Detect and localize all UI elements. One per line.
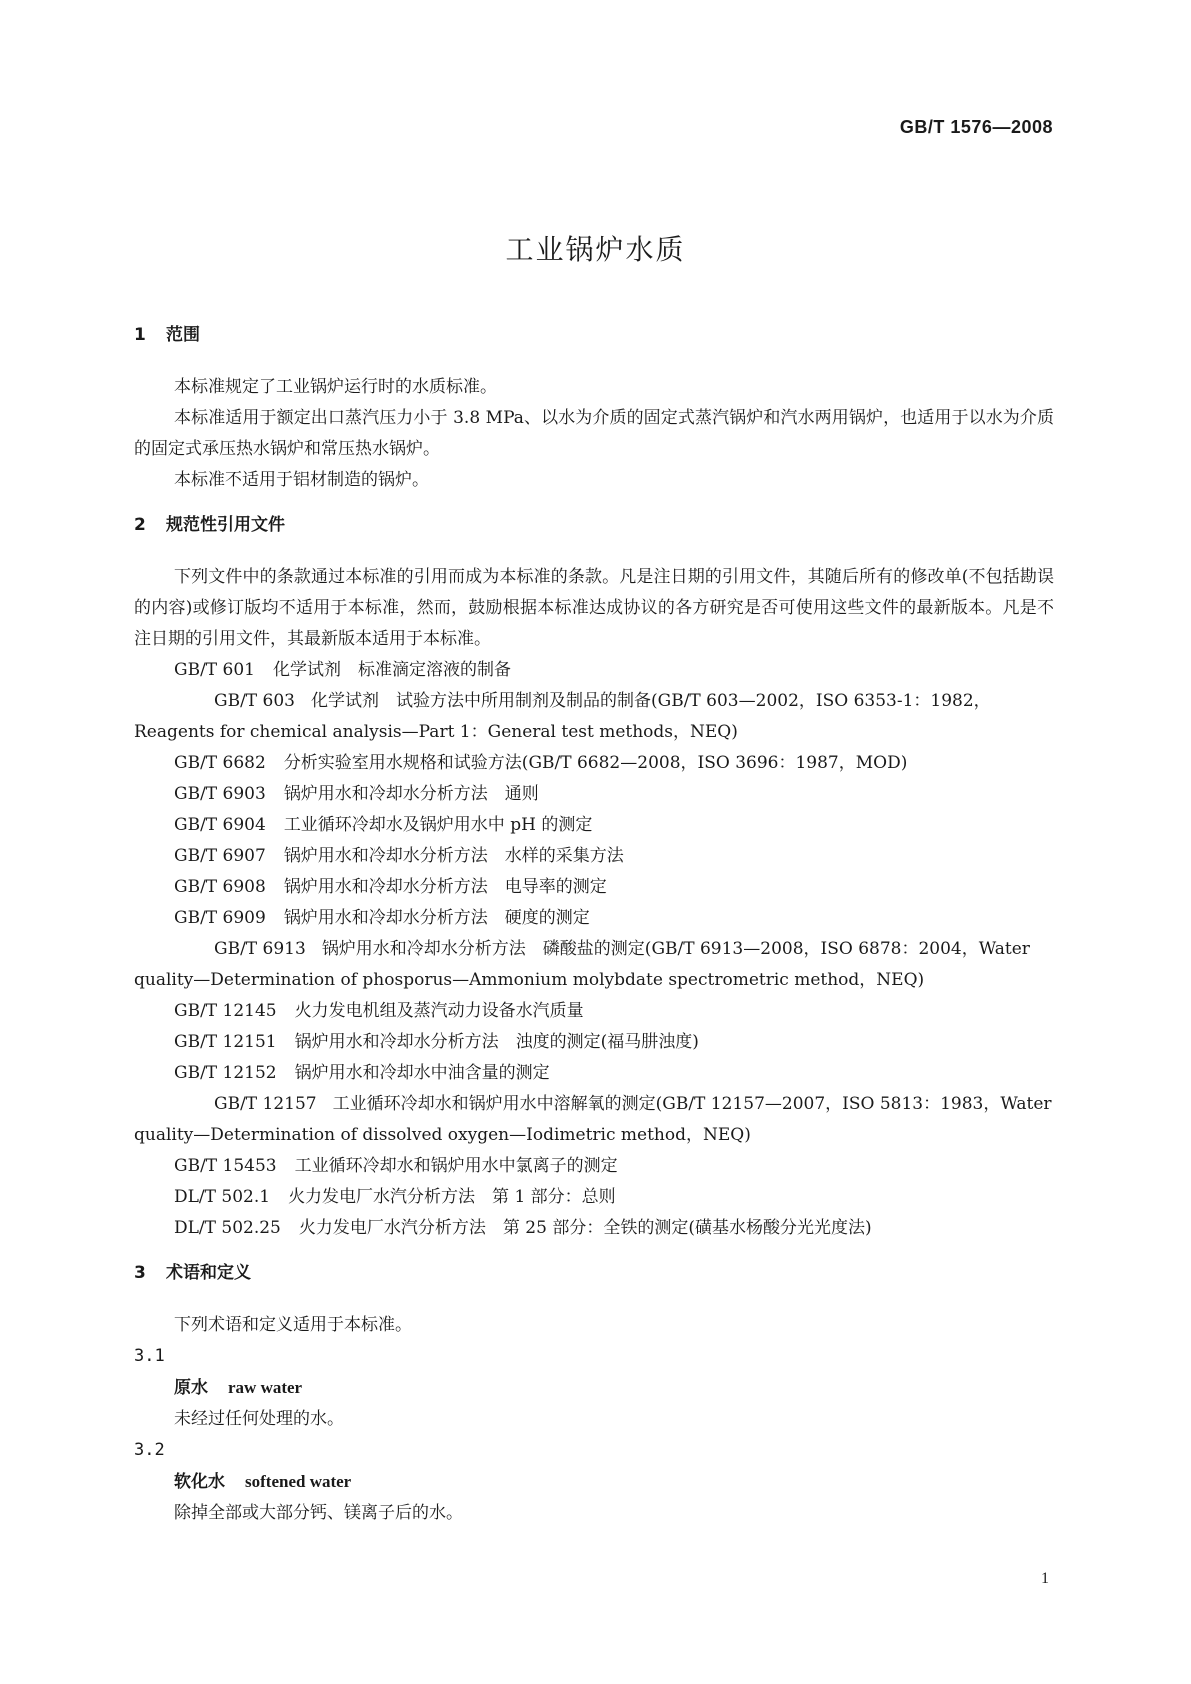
paragraph: 本标准适用于额定出口蒸汽压力小于 3.8 MPa、以水为介质的固定式蒸汽锅炉和汽水两用锅炉，也适用于以水为介质的固定式承压热水锅炉和常压热水锅炉。 bbox=[134, 408, 1054, 459]
reference-text: 化学试剂 试验方法中所用制剂及制品的制备(GB/T 603—2002，ISO 6353-1：1982，Reagents for chemical analysis—Part 1：General test methods，NEQ) bbox=[134, 691, 991, 742]
reference-item bbox=[134, 872, 1054, 903]
reference-code: GB/T 6907 bbox=[174, 846, 266, 866]
reference-text: 锅炉用水和冷却水分析方法 水样的采集方法 bbox=[283, 846, 624, 866]
reference-code: GB/T 12151 bbox=[174, 1032, 277, 1052]
paragraph: 下列术语和定义适用于本标准。 bbox=[174, 1315, 412, 1335]
page-number: 1 bbox=[1041, 1570, 1049, 1587]
reference-code: GB/T 12145 bbox=[174, 1001, 277, 1021]
reference-code: GB/T 12152 bbox=[174, 1063, 277, 1083]
reference-item bbox=[134, 841, 1054, 872]
reference-code: GB/T 6908 bbox=[174, 877, 266, 897]
reference-code: DL/T 502.1 bbox=[174, 1187, 271, 1207]
term-en: raw water bbox=[228, 1378, 303, 1397]
reference-item bbox=[134, 1182, 1054, 1213]
term-definition: 除掉全部或大部分钙、镁离子后的水。 bbox=[174, 1503, 463, 1523]
term-zh: 原水 bbox=[174, 1378, 208, 1398]
reference-item bbox=[134, 1213, 1054, 1244]
reference-text: 锅炉用水和冷却水分析方法 电导率的测定 bbox=[283, 877, 607, 897]
reference-text: 火力发电厂水汽分析方法 第 1 部分：总则 bbox=[288, 1187, 616, 1207]
section-number: 3 bbox=[134, 1263, 146, 1283]
reference-item bbox=[134, 748, 1054, 779]
term-zh: 软化水 bbox=[174, 1472, 225, 1492]
reference-item bbox=[134, 1058, 1054, 1089]
reference-item bbox=[134, 1027, 1054, 1058]
reference-code: GB/T 603 bbox=[214, 691, 295, 711]
section-heading-terms-definitions bbox=[134, 1258, 1054, 1288]
reference-text: 锅炉用水和冷却水中油含量的测定 bbox=[294, 1063, 550, 1083]
section-title: 规范性引用文件 bbox=[166, 515, 285, 535]
term-en: softened water bbox=[245, 1472, 352, 1491]
reference-text: 工业循环冷却水和锅炉用水中溶解氧的测定(GB/T 12157—2007，ISO 5813：1983，Water quality—Determination of dissolved oxygen—Iodimetric method，NEQ) bbox=[134, 1094, 1052, 1145]
reference-code: GB/T 6682 bbox=[174, 753, 266, 773]
reference-text: 工业循环冷却水和锅炉用水中氯离子的测定 bbox=[294, 1156, 618, 1176]
reference-code: GB/T 15453 bbox=[174, 1156, 277, 1176]
section-number: 2 bbox=[134, 515, 146, 535]
reference-text: 锅炉用水和冷却水分析方法 通则 bbox=[283, 784, 539, 804]
reference-item bbox=[134, 1151, 1054, 1182]
reference-item bbox=[134, 655, 1054, 686]
reference-text: 锅炉用水和冷却水分析方法 硬度的测定 bbox=[283, 908, 590, 928]
paragraph: 下列文件中的条款通过本标准的引用而成为本标准的条款。凡是注日期的引用文件，其随后所有的修改单(不包括勘误的内容)或修订版均不适用于本标准，然而，鼓励根据本标准达成协议的各方研究是否可使用这些文件的最新版本。凡是不注日期的引用文件，其最新版本适用于本标准。 bbox=[134, 567, 1054, 649]
reference-item bbox=[134, 810, 1054, 841]
reference-item bbox=[134, 1089, 1054, 1151]
reference-item bbox=[134, 779, 1054, 810]
reference-text: 锅炉用水和冷却水分析方法 磷酸盐的测定(GB/T 6913—2008，ISO 6878：2004，Water quality—Determination of phosporus—Ammonium molybdate spectrometric method，NEQ) bbox=[134, 939, 1030, 990]
reference-code: GB/T 6909 bbox=[174, 908, 266, 928]
reference-code: GB/T 6904 bbox=[174, 815, 266, 835]
reference-text: 火力发电机组及蒸汽动力设备水汽质量 bbox=[294, 1001, 584, 1021]
document-body bbox=[134, 320, 1054, 1529]
reference-code: GB/T 6903 bbox=[174, 784, 266, 804]
reference-item bbox=[134, 686, 1054, 748]
paragraph: 本标准不适用于铝材制造的锅炉。 bbox=[174, 470, 429, 490]
standard-code: GB/T 1576—2008 bbox=[899, 117, 1053, 137]
reference-item bbox=[134, 903, 1054, 934]
reference-text: 分析实验室用水规格和试验方法(GB/T 6682—2008，ISO 3696：1987，MOD) bbox=[283, 753, 908, 773]
reference-code: GB/T 12157 bbox=[214, 1094, 317, 1114]
section-number: 1 bbox=[134, 325, 146, 345]
term-number: 3.1 bbox=[134, 1346, 165, 1366]
term-definition: 未经过任何处理的水。 bbox=[174, 1409, 344, 1429]
section-title: 术语和定义 bbox=[166, 1263, 251, 1283]
section-heading-normative-references bbox=[134, 510, 1054, 540]
reference-item bbox=[134, 934, 1054, 996]
reference-text: 锅炉用水和冷却水分析方法 浊度的测定(福马肼浊度) bbox=[294, 1032, 699, 1052]
document-title: 工业锅炉水质 bbox=[505, 233, 686, 266]
reference-text: 火力发电厂水汽分析方法 第 25 部分：全铁的测定(磺基水杨酸分光光度法) bbox=[298, 1218, 872, 1238]
section-heading-scope bbox=[134, 320, 1054, 350]
section-title: 范围 bbox=[166, 325, 200, 345]
reference-code: DL/T 502.25 bbox=[174, 1218, 281, 1238]
term-title bbox=[134, 1372, 1054, 1404]
term-title bbox=[134, 1466, 1054, 1498]
reference-text: 化学试剂 标准滴定溶液的制备 bbox=[273, 660, 511, 680]
reference-code: GB/T 6913 bbox=[214, 939, 306, 959]
reference-item bbox=[134, 996, 1054, 1027]
paragraph: 本标准规定了工业锅炉运行时的水质标准。 bbox=[174, 377, 497, 397]
reference-code: GB/T 601 bbox=[174, 660, 255, 680]
term-number: 3.2 bbox=[134, 1440, 165, 1460]
reference-text: 工业循环冷却水及锅炉用水中 pH 的测定 bbox=[283, 815, 593, 835]
